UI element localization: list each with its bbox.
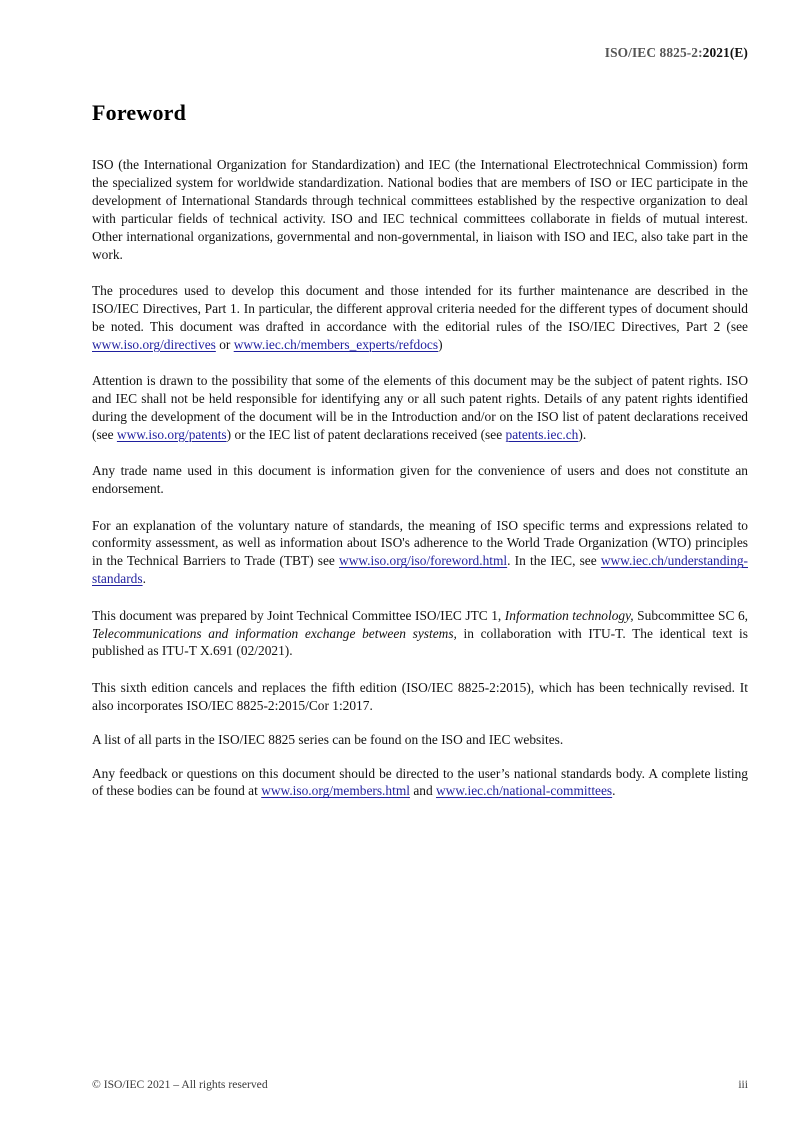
link-iec-refdocs[interactable]: www.iec.ch/members_experts/refdocs	[233, 336, 439, 352]
paragraph-trade-name	[92, 462, 748, 498]
link-iso-foreword[interactable]: www.iso.org/iso/foreword.html	[339, 553, 508, 569]
footer-copyright: © ISO/IEC 2021 – All rights reserved	[92, 1078, 268, 1091]
header-doc-number-prefix: ISO/IEC 8825-2:	[604, 45, 703, 60]
paragraph-scope-of-iso-iec	[92, 156, 748, 263]
paragraph-patent-rights	[92, 372, 748, 444]
link-iec-national-committees-part1[interactable]: www.iec.ch/national-	[436, 783, 551, 799]
header-doc-number-suffix: 2021(E)	[702, 45, 748, 60]
footer-page-number: iii	[738, 1078, 748, 1091]
paragraph-text: Attention is drawn to the possibility that some of the elements of this document may be the subject of patent rights. ISO and IEC shall not be held responsible for identifying any or all such patent rights. Details of any patent rights identified during the development of the document will be in the Introduction and/or on the ISO list of patent declarations received (see	[92, 373, 748, 442]
paragraph-text: A list of all parts in the ISO/IEC 8825 series can be found on the ISO and IEC websites.	[92, 731, 564, 747]
paragraph-text: Any feedback or questions on this document should be directed to the user’s national standards body. A complete listing of these bodies can be found at	[92, 765, 748, 799]
paragraph-text: ).	[578, 426, 587, 442]
link-iec-understanding-standards[interactable]: www.iec.ch/understanding-standards	[92, 553, 748, 587]
paragraph-text: ) or the IEC list of patent declarations received (see	[226, 426, 506, 442]
paragraph-text: Subcommittee SC 6,	[633, 607, 748, 623]
paragraph-text: . In the IEC, see	[507, 553, 601, 569]
document-body	[92, 100, 748, 800]
paragraph-edition-history	[92, 679, 748, 715]
committee-title-jtc1: Information technology,	[504, 607, 634, 623]
running-header	[45, 45, 748, 61]
paragraph-text: The procedures used to develop this document and those intended for its further maintenance are described in the ISO/IEC Directives, Part 1. In particular, the different approval criteria needed for the different types of document should be noted. This document was drafted in accordance with the editorial rules of the ISO/IEC Directives, Part 2 (see	[92, 282, 748, 334]
paragraph-prepared-by	[92, 607, 748, 661]
paragraph-procedures	[92, 282, 748, 354]
paragraph-text: ISO (the International Organization for Standardization) and IEC (the International Electrotechnical Commission) form the specialized system for worldwide standardization. National bodies that are members of ISO or IEC participate in the development of International Standards through technical committees established by the respective organization to deal with particular fields of technical activity. ISO and IEC technical committees collaborate in fields of mutual interest. Other international organizations, governmental and non-governmental, in liaison with ISO and IEC, also take part in the work.	[92, 157, 748, 262]
paragraph-text: or	[215, 336, 234, 352]
paragraph-text: For an explanation of the voluntary nature of standards, the meaning of ISO specific terms and expressions related to conformity assessment, as well as information about ISO's adherence to the World Trade Organization (WTO) principles in the Technical Barriers to Trade (TBT) see	[92, 517, 748, 569]
paragraph-text: This document was prepared by Joint Technical Committee ISO/IEC JTC 1,	[92, 607, 505, 623]
paragraph-voluntary-nature	[92, 517, 748, 589]
paragraph-text: .	[612, 783, 616, 799]
paragraph-text: )	[438, 336, 443, 352]
link-iec-patents[interactable]: patents.iec.ch	[505, 426, 579, 442]
paragraph-text: in collaboration with ITU-T. The identical text is published as ITU-T X.691 (02/2021).	[92, 625, 748, 659]
link-iso-patents[interactable]: www.iso.org/patents	[116, 426, 227, 442]
paragraph-parts-list	[92, 731, 748, 749]
paragraph-text: Any trade name used in this document is information given for the convenience of users and does not constitute an endorsement.	[92, 463, 748, 497]
link-iec-national-committees-part2[interactable]: committees	[550, 783, 613, 799]
page-footer	[92, 1078, 748, 1094]
page-title: Foreword	[92, 100, 187, 125]
committee-title-sc6: Telecommunications and information exchange between systems,	[92, 625, 457, 641]
paragraph-text: .	[142, 571, 146, 587]
link-iso-members[interactable]: www.iso.org/members.html	[261, 783, 410, 799]
paragraph-feedback	[92, 765, 748, 801]
paragraph-text: and	[409, 783, 436, 799]
link-iso-directives[interactable]: www.iso.org/directives	[92, 336, 216, 352]
paragraph-text: This sixth edition cancels and replaces the fifth edition (ISO/IEC 8825-2:2015), which has been technically revised. It also incorporates ISO/IEC 8825-2:2015/Cor 1:2017.	[92, 679, 748, 713]
